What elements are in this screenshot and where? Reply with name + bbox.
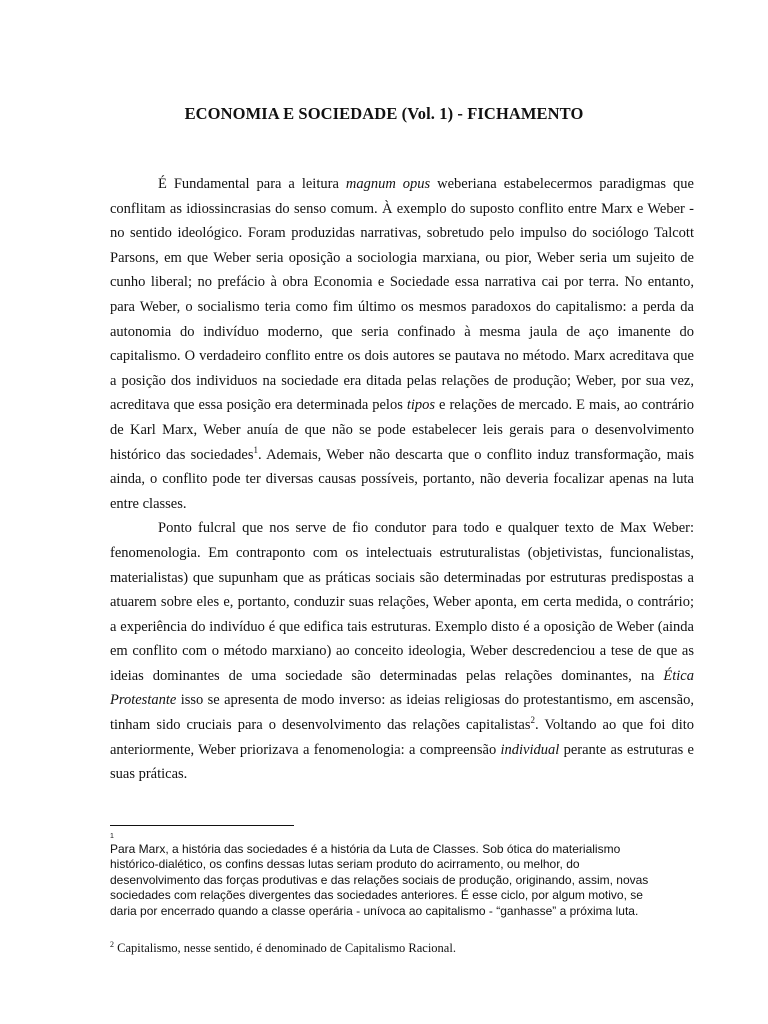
p1-italic-tipos: tipos — [406, 397, 436, 414]
p2-text-d: . Voltando ao que foi dito anteriormente, Weber priorizava a fenomenologia: a compreensão — [110, 717, 694, 758]
p1-text-f: . Ademais, Weber não descarta que o conflito induz transformação, mais ainda, o conflito pode ter diversas causas possíveis, portanto, não deveria focalizar apenas na luta entre classes. — [110, 446, 694, 512]
p2-italic-etica-protestante: Ética Protestante — [110, 667, 694, 709]
page-title: ECONOMIA E SOCIEDADE (Vol. 1) - FICHAMENTO — [184, 104, 584, 123]
footnote-2 — [110, 937, 694, 956]
p2-text-f: perante as estruturas e suas práticas. — [110, 741, 694, 783]
p2-text-a: Ponto fulcral que nos serve de fio condutor para todo e qualquer texto de Max Weber: fenomenologia. Em contraponto com os intelectuais estruturalistas (objetivistas, funcionalistas, materialistas) que supunham que as práticas sociais são determinadas por estruturas predispostas a atuarem sobre eles e, portanto, conduzir suas relações, Weber aponta, em certa medida, o contrário; a experiência do indivíduo é que edifica tais estruturas. Exemplo disto é a oposição de Weber (ainda em conflito com o método marxiano) ao conceito ideologia, Weber descredenciou a tese de que as ideias dominantes de uma sociedade são determinadas pelas relações dominantes, na — [110, 520, 694, 684]
body-text — [110, 172, 694, 787]
footnote-1 — [110, 831, 670, 919]
footnote-2-text: Capitalismo, nesse sentido, é denominado de Capitalismo Racional. — [114, 941, 456, 956]
p1-text-a: É Fundamental para a leitura — [158, 176, 346, 192]
footnote-separator — [110, 825, 294, 826]
p1-italic-magnum-opus: magnum opus — [345, 176, 431, 192]
paragraph-1 — [110, 172, 694, 516]
p2-text-c: isso se apresenta de modo inverso: as ideias religiosas do protestantismo, em ascensão, tinham sido cruciais para o desenvolvimento das relações capitalistas — [110, 692, 694, 734]
p1-text-c: weberiana estabelecermos paradigmas que conflitam as idiossincrasias do senso comum. À exemplo do suposto conflito entre Marx e Weber - no sentido ideológico. Foram produzidas narrativas, sobretudo pelo impulso do sociólogo Talcott Parsons, em que Weber seria oposição a sociologia marxiana, ou pior, Weber seria um sujeito de cunho liberal; no prefácio à obra Economia e Sociedade essa narrativa cai por terra. No entanto, para Weber, o socialismo teria como fim último os mesmos paradoxos do capitalismo: a perda da autonomia do indivíduo moderno, que seria confinado à mesma jaula de aço imanente do capitalismo. O verdadeiro conflito entre os dois autores se pautava no método. Marx acreditava que a posição dos individuos na sociedade era ditada pelas relações de produção; Weber, por sua vez, acreditava que essa posição era determinada pelos — [110, 176, 694, 414]
footnote-1-mark: 1 — [110, 833, 114, 840]
footnote-ref-1[interactable]: 1 — [253, 444, 258, 455]
footnote-2-mark: 2 — [110, 940, 114, 949]
p2-italic-individual: individual — [500, 741, 560, 758]
p1-text-e: e relações de mercado. E mais, ao contrário de Karl Marx, Weber anuía de que não se pode estabelecer leis gerais para o desenvolvimento histórico das sociedades — [110, 397, 694, 463]
footnote-1-text: Para Marx, a história das sociedades é a história da Luta de Classes. Sob ótica do materialismo histórico-dialético, os confins dessas lutas seriam produto do acirramento, ou melhor, do desenvolvimento das forças produtivas e das relações sociais de produção, originando, assim, novas sociedades com relações divergentes das sociedades anteriores. É esse ciclo, por algum motivo, se daria por encerrado quando a classe operária - unívoca ao capitalismo - “ganhasse” a próxima luta. — [110, 842, 649, 918]
paragraph-2 — [110, 516, 694, 787]
footnote-ref-2[interactable]: 2 — [530, 715, 535, 726]
